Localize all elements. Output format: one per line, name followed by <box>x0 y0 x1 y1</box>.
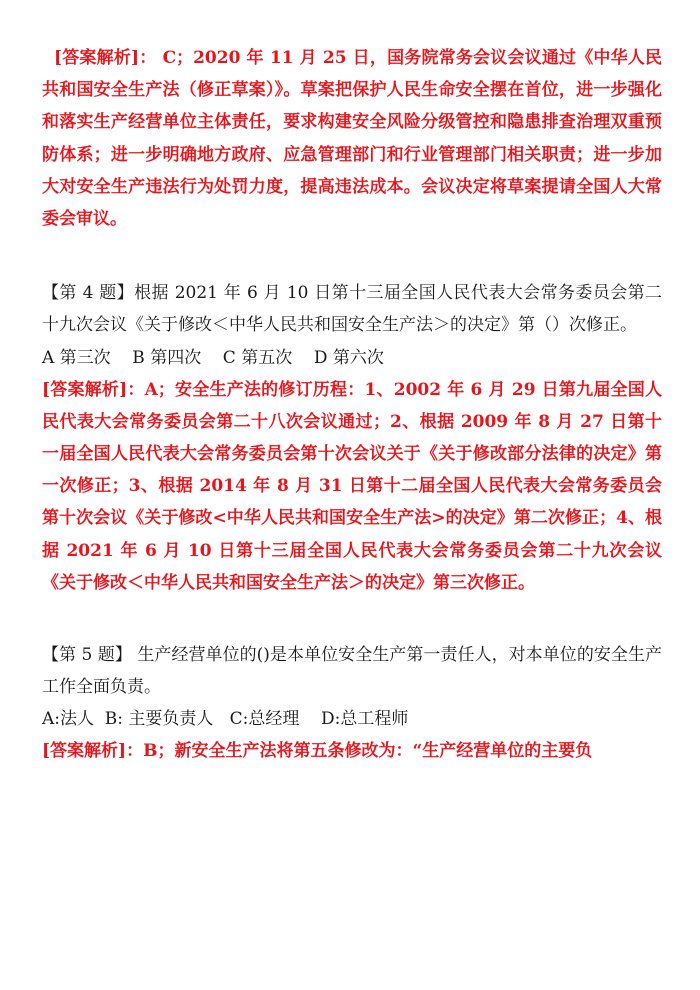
spacer <box>42 235 662 277</box>
answer-text: A；安全生产法的修订历程：1、2002 年 6 月 29 日第九届全国人民代表大会常务委员会第二十八次会议通过；2、根据 2009 年 8 月 27 日第十一届全国人民代表大会常务委员会第十次会议关于《关于修改部分法律的决定》第一次修正；3、根据 2014 年 8 月 31 日第十二届全国人民代表大会常务委员会第十次会议《关于修改<中华人民共和国安全生产法>的决定》第二次修正；4、根据 2021 年 6 月 10 日第十三届全国人民代表大会常务委员会第二十九次会议《关于修改＜中华人民共和国安全生产法＞的决定》第三次修正。 <box>42 379 662 593</box>
question-number: 【第 5 题】 <box>42 645 132 666</box>
question-5-options: A:法人 B: 主要负责人 C:总经理 D:总工程师 <box>42 709 409 730</box>
question-4-options: A 第三次 B 第四次 C 第五次 D 第六次 <box>42 347 384 368</box>
answer-label: [答案解析]： <box>42 379 145 400</box>
answer-explanation-q5 <box>42 735 662 767</box>
spacer <box>42 599 662 639</box>
question-5 <box>42 639 662 703</box>
answer-text: B；新安全生产法将第五条修改为：“生产经营单位的主要负 <box>143 741 593 762</box>
answer-label: [答案解析]： <box>42 741 144 762</box>
answer-label: [答案解析]： <box>54 48 157 68</box>
question-number: 【第 4 题】 <box>42 283 135 304</box>
answer-explanation-q4 <box>42 374 662 599</box>
question-4 <box>42 277 662 341</box>
answer-text: C；2020 年 11 月 25 日，国务院常务会议会议通过《中华人民共和国安全生产法（修正草案）》。草案把保护人民生命安全摆在首位，进一步强化和落实生产经营单位主体责任，要求构建安全风险分级管控和隐患排查治理双重预防体系；进一步明确地方政府、应急管理部门和行业管理部门相关职责；进一步加大对安全生产违法行为处罚力度，提高违法成本。会议决定将草案提请全国人大常委会审议。 <box>42 48 662 230</box>
question-text: 生产经营单位的()是本单位安全生产第一责任人，对本单位的安全生产工作全面负责。 <box>42 645 663 698</box>
document-page <box>42 42 662 768</box>
answer-explanation-q3 <box>42 42 662 235</box>
question-text: 根据 2021 年 6 月 10 日第十三届全国人民代表大会常务委员会第二十九次会议《关于修改＜中华人民共和国安全生产法＞的决定》第（）次修正。 <box>42 283 663 336</box>
